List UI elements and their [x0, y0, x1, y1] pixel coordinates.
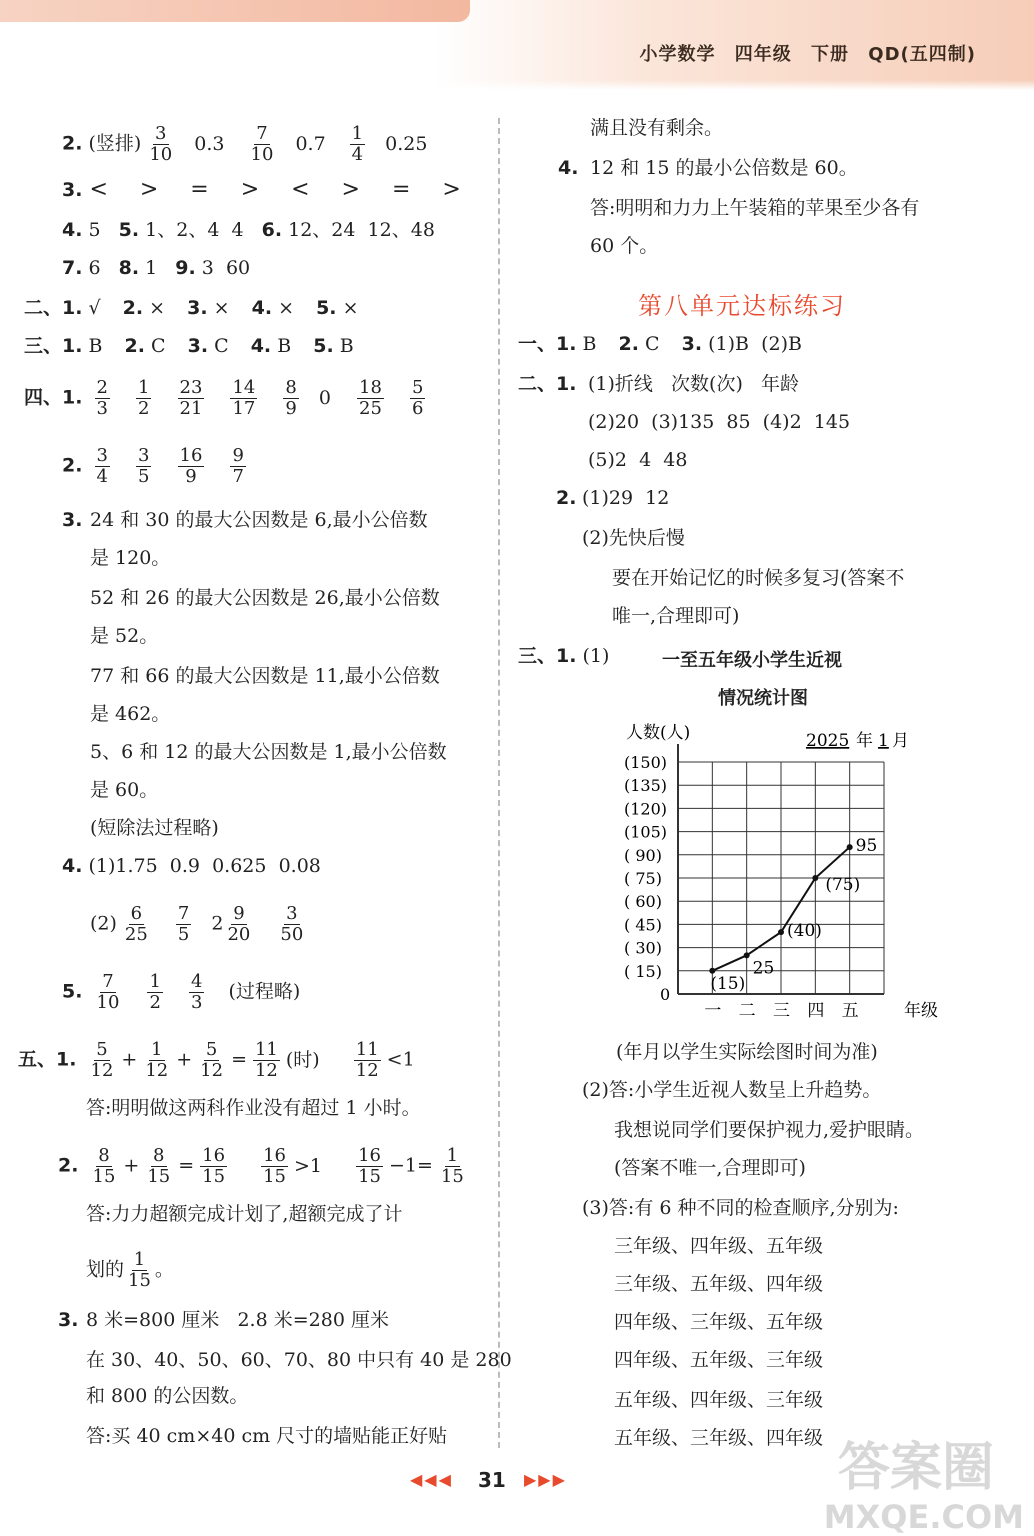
- answer-text: (2)20 (3)135 85 (4)2 145: [588, 411, 851, 433]
- y-tick-label: (150): [624, 753, 668, 772]
- fraction: $\frac{1}{2}$: [138, 377, 150, 419]
- fraction: $\frac{9}{20}$: [227, 903, 251, 945]
- y-tick-label: ( 30): [624, 938, 662, 958]
- item-label: 三、1.: [518, 645, 577, 667]
- answer-text: 24 和 30 的最大公因数是 6,最小公倍数: [90, 509, 428, 531]
- answer-text: 是 52。: [90, 625, 159, 647]
- answer-text: 。: [154, 1258, 174, 1281]
- answer-text: (2)答:小学生近视人数呈上升趋势。: [582, 1079, 882, 1101]
- item-label: 7.: [62, 257, 83, 279]
- item-label: 4.: [250, 335, 272, 357]
- answer-text: 0.3: [194, 132, 225, 155]
- answer-text: B: [277, 335, 292, 357]
- answer-text: (2): [90, 912, 117, 935]
- item-label: 四、1.: [24, 386, 83, 409]
- header-decoration: [0, 0, 470, 22]
- fraction: $\frac{16}{15}$: [358, 1145, 381, 1187]
- fraction: $\frac{3}{50}$: [280, 903, 304, 945]
- answer-text: 是 462。: [90, 703, 171, 725]
- fraction: $\frac{8}{15}$: [92, 1145, 116, 1187]
- item-label: 4.: [558, 157, 579, 179]
- fraction: $\frac{16}{15}$: [263, 1145, 287, 1187]
- chart-grid: [678, 744, 884, 994]
- header-title: 小学数学 四年级 下册 QD(五四制): [639, 44, 976, 65]
- data-point: [847, 844, 853, 850]
- y-tick-label: ( 75): [624, 869, 662, 888]
- item-label: 9.: [175, 257, 196, 279]
- answer-text: 唯一,合理即可): [612, 605, 740, 627]
- answer-text: (3)答:有 6 种不同的检查顺序,分别为:: [582, 1197, 899, 1219]
- answer-text: 12 和 15 的最小公倍数是 60。: [590, 157, 858, 179]
- operator: +: [176, 1048, 193, 1071]
- watermark-logo: 答案圈: [837, 1438, 994, 1498]
- fraction: $\frac{5}{6}$: [412, 377, 424, 419]
- item-label: 3.: [187, 297, 208, 319]
- prev-arrows-icon: ◀◀◀: [410, 1470, 453, 1489]
- answer-text: 8 米=800 厘米 2.8 米=280 厘米: [86, 1309, 389, 1331]
- item-label: 8.: [118, 257, 140, 279]
- answer-line-4: [62, 218, 435, 242]
- answer-text: C: [645, 333, 660, 355]
- item-label: 2.: [556, 487, 577, 509]
- answer-text: √: [88, 297, 101, 319]
- y-tick-label: ( 90): [624, 845, 662, 865]
- chart-title: 一至五年级小学生近视: [662, 650, 842, 671]
- item-label: 3.: [187, 335, 209, 357]
- item-label: 2.: [122, 297, 144, 319]
- data-label: (75): [825, 875, 861, 895]
- answer-text: B: [88, 335, 103, 357]
- y-tick-label: (135): [624, 776, 668, 796]
- answer-text: (1)折线 次数(次) 年龄: [588, 373, 799, 395]
- answer-line-3: [62, 178, 467, 202]
- item-label: 3.: [58, 1309, 79, 1331]
- x-tick-label: 四: [807, 1001, 825, 1021]
- answer-text: 三年级、四年级、五年级: [614, 1235, 824, 1257]
- data-label: (40): [787, 921, 822, 942]
- fraction: $\frac{23}{21}$: [179, 377, 203, 419]
- data-point: [744, 952, 750, 958]
- answer-line-2: [62, 124, 427, 165]
- fraction: $\frac{18}{25}$: [359, 377, 382, 419]
- answer-text: <1: [386, 1048, 415, 1071]
- answer-text: 答:买 40 cm×40 cm 尺寸的墙贴能正好贴: [86, 1425, 448, 1447]
- item-label: 4.: [251, 297, 273, 319]
- item-label: 6.: [261, 219, 283, 241]
- fraction: $\frac{8}{15}$: [147, 1145, 171, 1187]
- fraction: $\frac{1}{15}$: [440, 1145, 464, 1187]
- fraction: $\frac{16}{9}$: [179, 445, 203, 487]
- operator: =: [178, 1154, 195, 1177]
- section-wu-1: [18, 1040, 415, 1081]
- answer-text: 0.25: [385, 132, 428, 155]
- x-tick-label: 一: [704, 1001, 722, 1021]
- fraction: $\frac{2}{3}$: [96, 377, 108, 419]
- section-si-4-line2: [90, 904, 311, 945]
- section-wu-2: [58, 1146, 472, 1187]
- y-axis-label: 人数(人): [626, 723, 691, 743]
- item-label: 5.: [62, 980, 83, 1003]
- answer-text: (短除法过程略): [90, 817, 219, 839]
- item-label: 五、1.: [18, 1048, 77, 1071]
- fraction: $\frac{3}{4}$: [96, 445, 108, 487]
- y-tick-label: (105): [624, 822, 668, 842]
- operator: +: [123, 1154, 140, 1177]
- answer-text: 我想说同学们要保护视力,爱护眼睛。: [614, 1119, 925, 1141]
- item-label: 5.: [118, 219, 140, 241]
- fraction: $\frac{1}{4}$: [351, 123, 364, 165]
- section-er: [24, 296, 358, 320]
- answer-text: 60 个。: [590, 235, 659, 257]
- item-label: 3.: [681, 333, 703, 355]
- answer-text: 答:明明和力力上午装箱的苹果至少各有: [590, 197, 920, 219]
- item-label: 二、1.: [518, 373, 577, 395]
- answer-text: 五年级、三年级、四年级: [614, 1427, 824, 1449]
- item-label: 二、1.: [24, 297, 83, 319]
- line-chart: [620, 712, 980, 1022]
- chart-date-year: 2025: [806, 731, 850, 751]
- chart-subtitle: 情况统计图: [718, 688, 808, 709]
- answer-line-7: [62, 256, 250, 280]
- chart-date-year-unit: 年: [856, 731, 873, 751]
- answer-text: 0: [318, 386, 331, 409]
- x-tick-label: 三: [773, 1001, 790, 1021]
- answer-text: 52 和 26 的最大公因数是 26,最小公倍数: [90, 587, 440, 609]
- y-tick-label: ( 60): [624, 892, 662, 912]
- section-si-2: [62, 446, 252, 487]
- answer-text: 1: [145, 257, 158, 279]
- answer-text: C: [151, 335, 166, 357]
- fraction: $\frac{5}{12}$: [200, 1039, 224, 1081]
- answer-text: (1): [582, 645, 610, 667]
- answer-text: 3 60: [201, 257, 251, 279]
- answer-text: C: [214, 335, 229, 357]
- item-label: 2.: [124, 335, 145, 357]
- answer-text: (答案不唯一,合理即可): [614, 1157, 806, 1179]
- answer-text: (1)29 12: [582, 487, 670, 509]
- section-si-4-line1: [62, 854, 321, 878]
- x-axis-ticks: [704, 1001, 858, 1021]
- chart-date-month-unit: 月: [892, 731, 909, 751]
- answer-text: (1)B (2)B: [708, 333, 802, 355]
- x-axis-label: 年级: [904, 1001, 938, 1021]
- answer-text: 四年级、五年级、三年级: [614, 1349, 824, 1371]
- answer-text: 答:明明做这两科作业没有超过 1 小时。: [86, 1097, 421, 1119]
- fraction: $\frac{9}{7}$: [232, 445, 244, 487]
- data-label: 95: [855, 836, 878, 857]
- fraction: $\frac{14}{17}$: [232, 377, 256, 419]
- answer-text: 四年级、三年级、五年级: [614, 1311, 824, 1333]
- data-label: (15): [710, 973, 746, 994]
- answer-text: B: [339, 335, 354, 357]
- answer-text: B: [582, 333, 597, 355]
- fraction: $\frac{1}{15}$: [128, 1249, 151, 1291]
- answer-text: (时): [285, 1048, 320, 1071]
- answer-text: 在 30、40、50、60、70、80 中只有 40 是 280: [86, 1349, 512, 1371]
- answer-text: 是 60。: [90, 779, 159, 801]
- y-axis-ticks: [624, 753, 670, 1004]
- data-point: [812, 875, 818, 881]
- fraction: $\frac{1}{12}$: [145, 1039, 169, 1081]
- y-tick-label: 0: [660, 985, 671, 1004]
- answer-text: 划的: [86, 1258, 125, 1281]
- y-tick-label: ( 45): [624, 915, 662, 935]
- section-san-right: [518, 644, 609, 668]
- item-label: 2.: [618, 333, 639, 355]
- data-labels: [710, 836, 877, 994]
- item-label: 2.: [62, 132, 83, 155]
- answer-text: 五年级、四年级、三年级: [614, 1389, 824, 1411]
- item-label: 三、1.: [24, 335, 83, 357]
- answer-text: 5、6 和 12 的最大公因数是 1,最小公倍数: [90, 741, 447, 763]
- y-tick-label: (120): [624, 799, 668, 819]
- section-si-1: [24, 378, 431, 419]
- answer-text: ×: [213, 297, 230, 319]
- answer-text: (过程略): [228, 980, 301, 1003]
- item-label: 5.: [316, 297, 337, 319]
- answer-line-wu2: [86, 1250, 174, 1291]
- data-label: 25: [752, 958, 775, 979]
- answer-text: (竖排): [88, 132, 142, 155]
- item-label: 一、1.: [518, 333, 577, 355]
- x-tick-label: 二: [738, 1001, 756, 1021]
- answer-text: < > = > < > = >: [89, 177, 467, 202]
- item-label: 3.: [62, 179, 83, 201]
- fraction: $\frac{3}{5}$: [138, 445, 150, 487]
- answer-text: >1: [294, 1154, 323, 1177]
- watermark-url: MXQE.COM: [823, 1498, 1024, 1536]
- section-yi: [518, 332, 802, 356]
- answer-text: 是 120。: [90, 547, 171, 569]
- answer-text: (2)先快后慢: [582, 527, 685, 549]
- answer-text: 77 和 66 的最大公因数是 11,最小公倍数: [90, 665, 440, 687]
- fraction: $\frac{7}{10}$: [96, 971, 120, 1013]
- fraction: $\frac{8}{9}$: [285, 377, 297, 419]
- answer-text: (年月以学生实际绘图时间为准): [616, 1041, 878, 1063]
- answer-text: ×: [149, 297, 166, 319]
- column-divider: [498, 118, 500, 1448]
- answer-text: 2: [211, 912, 224, 935]
- y-tick-label: ( 15): [624, 961, 662, 981]
- answer-text: 和 800 的公因数。: [86, 1385, 249, 1407]
- answer-text: 三年级、五年级、四年级: [614, 1273, 824, 1295]
- page-number: 31: [478, 1468, 506, 1492]
- answer-text: 满且没有剩余。: [590, 117, 724, 139]
- answer-text: 12、24 12、48: [288, 219, 435, 241]
- x-tick-label: 五: [841, 1001, 859, 1021]
- item-label: 5.: [313, 335, 334, 357]
- operator: −1=: [388, 1154, 433, 1177]
- item-label: 4.: [62, 855, 83, 877]
- section-si-5: [62, 972, 300, 1013]
- fraction: $\frac{6}{25}$: [124, 903, 148, 945]
- chart-date-month: 1: [878, 731, 889, 751]
- answer-text: 5: [88, 219, 101, 241]
- fraction: $\frac{11}{12}$: [355, 1039, 379, 1081]
- fraction: $\frac{4}{3}$: [190, 971, 203, 1013]
- answer-text: ×: [342, 297, 359, 319]
- operator: +: [121, 1048, 138, 1071]
- answer-text: ×: [278, 297, 295, 319]
- item-label: 2.: [62, 454, 83, 477]
- operator: =: [231, 1048, 247, 1071]
- section-title: 第八单元达标练习: [638, 292, 846, 320]
- fraction: $\frac{7}{10}$: [250, 123, 274, 165]
- answer-text: 1、2、4 4: [145, 219, 244, 241]
- fraction: $\frac{3}{10}$: [149, 123, 173, 165]
- answer-text: 要在开始记忆的时候多复习(答案不: [612, 567, 905, 589]
- answer-text: 0.7: [295, 132, 326, 155]
- fraction: $\frac{5}{12}$: [90, 1039, 114, 1081]
- answer-text: 6: [88, 257, 101, 279]
- answer-text: (5)2 4 48: [588, 449, 688, 471]
- item-label: 3.: [62, 509, 83, 531]
- fraction: $\frac{1}{2}$: [149, 971, 161, 1013]
- fraction: $\frac{11}{12}$: [254, 1039, 278, 1081]
- chart-date: [806, 730, 909, 751]
- next-arrows-icon: ▶▶▶: [524, 1470, 567, 1489]
- data-point: [778, 929, 784, 935]
- section-san: [24, 334, 354, 358]
- fraction: $\frac{7}{5}$: [177, 903, 190, 945]
- answer-text: 答:力力超额完成计划了,超额完成了计: [86, 1203, 403, 1225]
- fraction: $\frac{16}{15}$: [202, 1145, 226, 1187]
- item-label: 2.: [58, 1154, 79, 1177]
- item-label: 4.: [62, 219, 83, 241]
- answer-text: (1)1.75 0.9 0.625 0.08: [88, 855, 321, 877]
